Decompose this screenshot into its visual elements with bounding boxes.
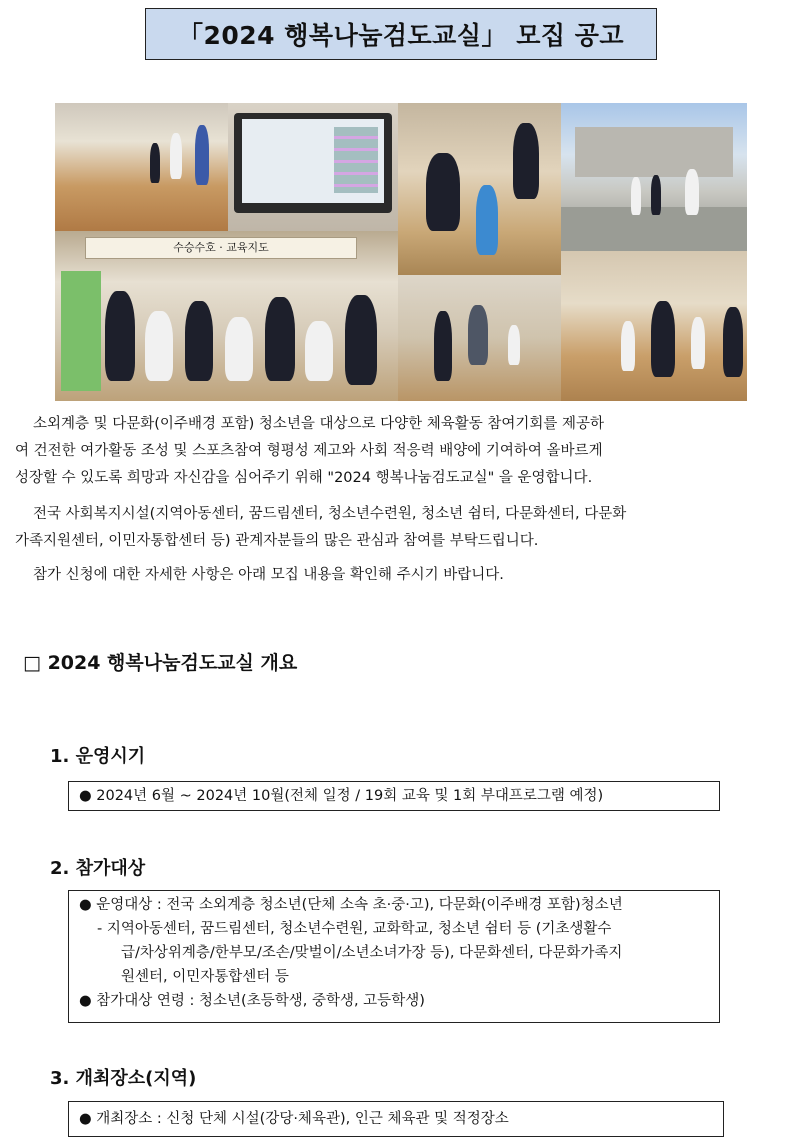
participants-line-5: ● 참가대상 연령 : 청소년(초등학생, 중학생, 고등학생) <box>79 993 425 1009</box>
photo-gym-training <box>561 251 747 401</box>
participants-line-2: - 지역아동센터, 꿈드림센터, 청소년수련원, 교화학교, 청소년 쉼터 등 (기초생활수 <box>97 921 612 937</box>
notice-title: 「2024 행복나눔검도교실」 모집 공고 <box>145 8 657 60</box>
intro-p3: 참가 신청에 대한 자세한 사항은 아래 모집 내용을 확인해 주시기 바랍니다. <box>33 567 504 583</box>
laptop-screen <box>234 113 392 213</box>
section-heading-schedule: 1. 운영시기 <box>50 746 146 767</box>
section-heading-participants: 2. 참가대상 <box>50 858 146 879</box>
photo-kendo-practice <box>398 103 561 275</box>
photo-gym-kids-running <box>55 103 228 231</box>
participants-line-3: 급/차상위계층/한부모/조손/맞벌이/소년소녀가장 등), 다문화센터, 다문화가족지 <box>121 945 623 961</box>
photo-online-class-laptop <box>228 103 398 231</box>
photo-collage <box>55 103 747 401</box>
photo-group-kendo-class <box>55 231 398 401</box>
intro-p1-line1: 소외계층 및 다문화(이주배경 포함) 청소년을 대상으로 다양한 체육활동 참여기회를 제공하 <box>33 416 605 432</box>
photo-building-group <box>561 103 747 251</box>
venue-box <box>68 1101 724 1137</box>
banner-text: 수승수호 · 교육지도 <box>173 241 269 254</box>
venue-line: ● 개최장소 : 신청 단체 시설(강당·체육관), 인근 체육관 및 적정장소 <box>79 1111 509 1127</box>
photo-kendo-equipment <box>398 275 561 401</box>
hall-banner <box>85 237 357 259</box>
participants-line-1: ● 운영대상 : 전국 소외계층 청소년(단체 소속 초·중·고), 다문화(이주배경 포함)청소년 <box>79 897 623 913</box>
intro-paragraph-3 <box>15 562 788 589</box>
overview-heading: □ 2024 행복나눔검도교실 개요 <box>23 652 298 674</box>
participants-box <box>68 890 720 1023</box>
schedule-box <box>68 781 720 811</box>
intro-paragraph-2 <box>15 501 788 555</box>
schedule-line: ● 2024년 6월 ~ 2024년 10월(전체 일정 / 19회 교육 및 1회 부대프로그램 예정) <box>79 788 604 804</box>
intro-p1-line2: 여 건전한 여가활동 조성 및 스포츠참여 형평성 제고와 사회 적응력 배양에 기여하여 올바르게 <box>15 443 603 459</box>
intro-paragraph-1 <box>15 411 788 492</box>
participants-line-4: 원센터, 이민자통합센터 등 <box>121 969 289 985</box>
intro-p2-line2: 가족지원센터, 이민자통합센터 등) 관계자분들의 많은 관심과 참여를 부탁드립니다. <box>15 533 539 549</box>
intro-p1-line3: 성장할 수 있도록 희망과 자신감을 심어주기 위해 "2024 행복나눔검도교실" 을 운영합니다. <box>15 470 593 486</box>
intro-p2-line1: 전국 사회복지시설(지역아동센터, 꿈드림센터, 청소년수련원, 청소년 쉼터, 다문화센터, 다문화 <box>33 506 627 522</box>
section-heading-venue: 3. 개최장소(지역) <box>50 1068 197 1089</box>
